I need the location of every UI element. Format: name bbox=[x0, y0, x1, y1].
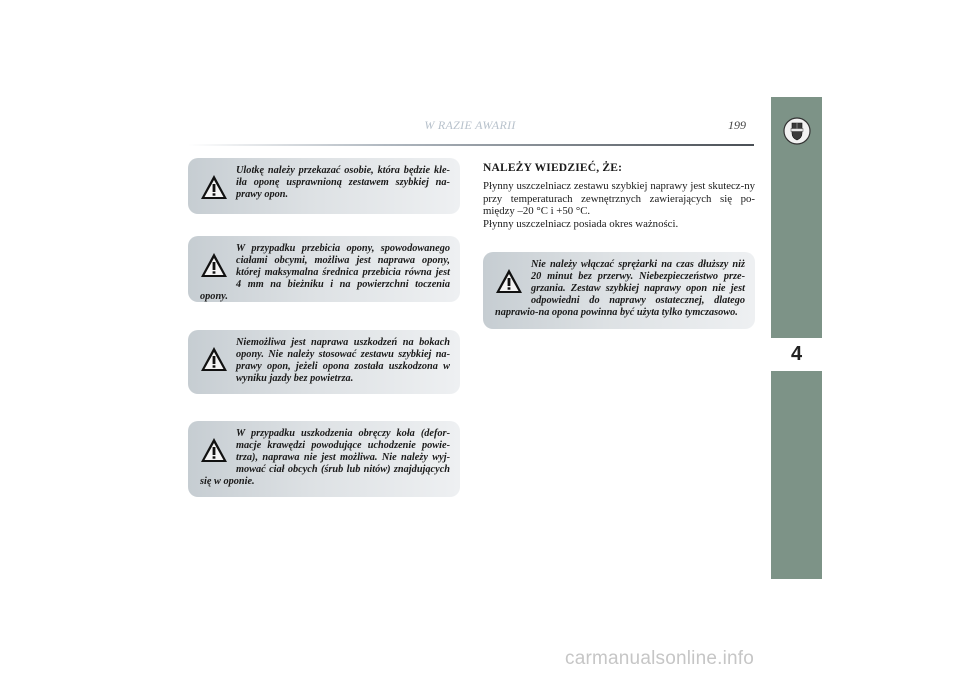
warning-text: W przypadku przebicia opony, spowodowanego ciałami obcymi, możliwa jest naprawa opony, której maksymalna średnica przebicia równa jest 4 mm na bieżniku i na powierzchni toczenia opony. bbox=[200, 243, 450, 302]
watermark-link[interactable]: carmanualsonline.info bbox=[565, 648, 755, 669]
warning-text: Nie należy włączać sprężarki na czas dłuższy niż 20 minut bez przerwy. Niebezpieczeństwo prze-grzania. Zestaw szybkiej naprawy opon nie jest odpowiedni do naprawy ostatecznej, dlatego naprawio-na opona powinna być użyta tylko tymczasowo. bbox=[495, 259, 745, 318]
warning-triangle-icon bbox=[200, 436, 228, 464]
lancia-shield-icon bbox=[783, 117, 811, 145]
warning-box bbox=[188, 421, 460, 497]
warning-text: W przypadku uszkodzenia obręczy koła (defor-macje krawędzi powodujące uchodzenie powie-trza), naprawa nie jest możliwa. Nie należy wyj-mować ciał obcych (śrub lub nitów) znajdujących się w oponie. bbox=[200, 428, 450, 487]
section-title: W RAZIE AWARII bbox=[424, 118, 516, 132]
warning-triangle-icon bbox=[495, 267, 523, 295]
warning-text: Niemożliwa jest naprawa uszkodzeń na bokach opony. Nie należy stosować zestawu szybkiej na-prawy opon, jeżeli opona została uszkodzona w wyniku jazdy bez powietrza. bbox=[236, 337, 450, 384]
warning-text: Ulotkę należy przekazać osobie, która będzie kle-iła oponę usprawnioną zestawem szybkiej na-prawy opon. bbox=[236, 165, 450, 200]
page-number: 199 bbox=[728, 118, 746, 132]
section-heading: NALEŻY WIEDZIEĆ, ŻE: bbox=[483, 162, 623, 174]
warning-box bbox=[188, 236, 460, 302]
warning-box bbox=[188, 330, 460, 394]
warning-box bbox=[188, 158, 460, 214]
chapter-number: 4 bbox=[771, 338, 822, 371]
warning-triangle-icon bbox=[200, 251, 228, 279]
body-text bbox=[483, 180, 755, 230]
header-divider bbox=[188, 144, 754, 146]
warning-triangle-icon bbox=[200, 345, 228, 373]
paragraph: Płynny uszczelniacz posiada okres ważności. bbox=[483, 217, 679, 230]
warning-box bbox=[483, 252, 755, 329]
paragraph: Płynny uszczelniacz zestawu szybkiej naprawy jest skutecz-ny przy temperaturach zewnętrznych zawierających się po-między –20 °C i +50 °C. bbox=[483, 180, 755, 217]
warning-triangle-icon bbox=[200, 173, 228, 201]
